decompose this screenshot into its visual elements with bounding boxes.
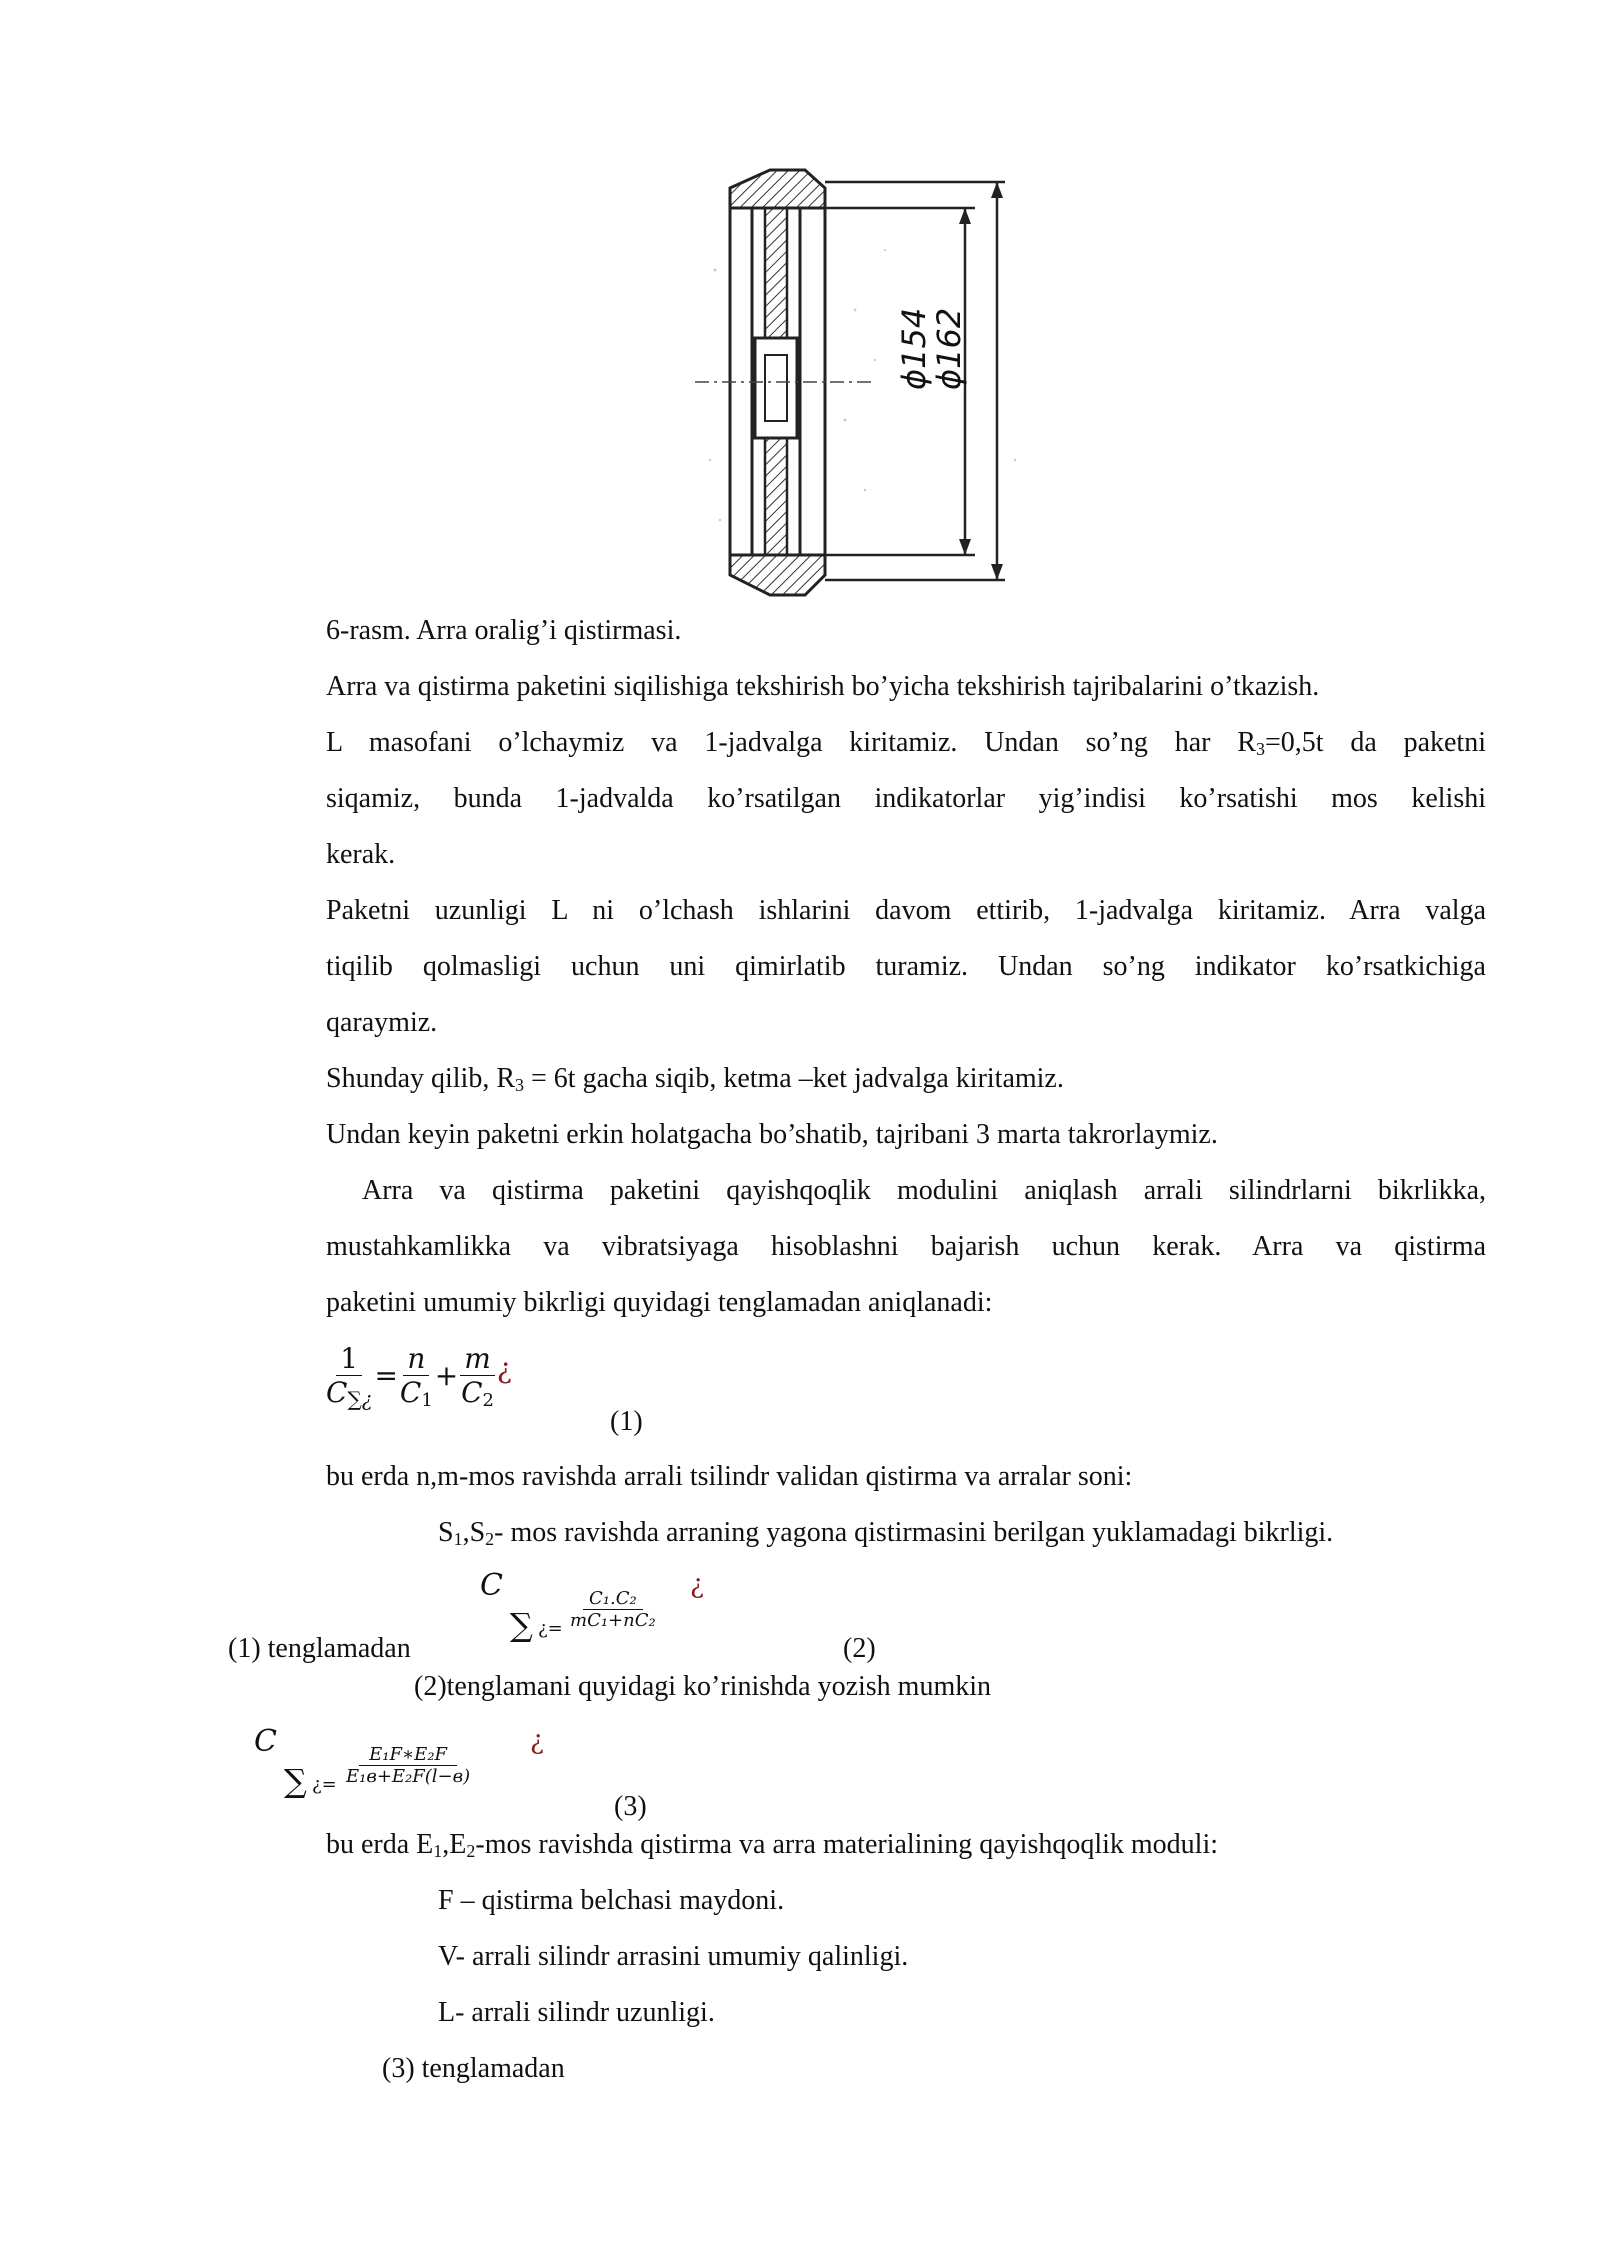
eq1-c1-letter: C [399, 1376, 422, 1409]
paragraph-4 [326, 1062, 1064, 1096]
eq1-c1 [400, 1376, 433, 1409]
eq1-den-sub: ∑¿ [347, 1387, 373, 1411]
p11-sub1: 1 [433, 1841, 443, 1861]
eq2-c: C [480, 1568, 503, 1603]
p2-text-b: =0,5t da paketni [1264, 727, 1486, 758]
p4-text-a: Shunday qilib, R [326, 1063, 516, 1094]
paragraph-10: (2)tenglamani quyidagi ko’rinishda yozish mumkin [414, 1671, 992, 1702]
eq2-lhs-tail: ¿= [538, 1618, 563, 1639]
spacer-drawing [685, 160, 1045, 610]
p11-text-c: -mos ravishda qistirma va arra materialining qayishqoqlik moduli: [475, 1829, 1219, 1860]
eq1-c2-sub: 2 [482, 1390, 494, 1411]
eq1-lhs-den [326, 1376, 372, 1409]
eq1-c2 [461, 1376, 494, 1409]
paragraph-7: bu erda n,m-mos ravishda arrali tsilindr validan qistirma va arralar soni: [326, 1461, 1133, 1492]
figure-ring-spacer [685, 160, 1045, 610]
eq1-plus: + [434, 1359, 459, 1392]
equation-2 [480, 1568, 720, 1660]
paragraph-3-line-2: tiqilib qolmasligi uchun uni qimirlatib turamiz. Undan so’ng indikator ko’rsatkichiga [326, 951, 1486, 982]
figure-caption: 6-rasm. Arra oralig’i qistirmasi. [326, 615, 682, 646]
p2-sub: 3 [1255, 739, 1265, 759]
paragraph-2-line-1 [326, 726, 1486, 760]
eq2-sum: ∑ [510, 1606, 533, 1644]
eq1-lhs-fraction [326, 1342, 372, 1409]
eq1-c1-sub: 1 [421, 1390, 433, 1411]
p11-text-a: bu erda E [326, 1829, 434, 1860]
p8-text-c: - mos ravishda arraning yagona qistirmasini berilgan yuklamadagi bikrligi. [494, 1517, 1334, 1548]
equation-1-label: (1) [610, 1406, 643, 1437]
eq1-den-c: C [326, 1376, 348, 1409]
paragraph-3-line-1: Paketni uzunligi L ni o’lchash ishlarini davom ettirib, 1-jadvalga kiritamiz. Arra valga [326, 895, 1486, 926]
paragraph-14: L- arrali silindr uzunligi. [438, 1997, 715, 2028]
eq1-n: n [403, 1342, 429, 1376]
paragraph-6-line-3: paketini umumiy bikrligi quyidagi tenglamadan aniqlanadi: [326, 1287, 993, 1318]
p8-sub2: 2 [485, 1529, 495, 1549]
paragraph-2-line-2: siqamiz, bunda 1-jadvalda ko’rsatilgan indikatorlar yig’indisi ko’rsatishi mos kelishi [326, 783, 1486, 814]
dimension-inner-label: ϕ154 [895, 307, 933, 390]
paragraph-11 [326, 1828, 1218, 1862]
paragraph-6-line-2: mustahkamlikka va vibratsiyaga hisoblashni bajarish uchun kerak. Arra va qistirma [326, 1231, 1486, 1262]
eq3-tail: ¿ [530, 1726, 544, 1756]
equation-1 [326, 1342, 512, 1409]
p11-text-b: ,E [442, 1829, 467, 1860]
paragraph-6-line-1: Arra va qistirma paketini qayishqoqlik modulini aniqlash arrali silindrlarni bikrlikka, [362, 1175, 1486, 1206]
paragraph-1: Arra va qistirma paketini siqilishiga tekshirish bo’yicha tekshirish tajribalarini o’tkazish. [326, 671, 1320, 702]
eq1-c2-letter: C [461, 1376, 483, 1409]
eq2-fraction [570, 1588, 656, 1631]
eq2-num: C₁.C₂ [583, 1588, 643, 1610]
eq3-sum: ∑ [284, 1762, 307, 1800]
p4-text-b: = 6t gacha siqib, ketma –ket jadvalga kiritamiz. [524, 1063, 1064, 1094]
eq3-num: E₁F∗E₂F [359, 1744, 457, 1766]
equation-3-label: (3) [614, 1791, 647, 1822]
paragraph-3-line-3: qaraymiz. [326, 1007, 438, 1038]
p11-sub2: 2 [466, 1841, 476, 1861]
paragraph-15: (3) tenglamadan [382, 2053, 565, 2084]
eq2-tail: ¿ [690, 1570, 704, 1600]
paragraph-13: V- arrali silindr arrasini umumiy qalinligi. [438, 1941, 909, 1972]
p2-text-a: L masofani o’lchaymiz va 1-jadvalga kiritamiz. Undan so’ng har R [326, 727, 1256, 758]
equation-2-label: (2) [843, 1633, 876, 1664]
eq3-lhs-tail: ¿= [312, 1774, 337, 1795]
eq1-frac-n [400, 1342, 433, 1409]
eq3-den: E₁в+E₂F(l−в) [346, 1766, 471, 1787]
p8-sub1: 1 [453, 1529, 463, 1549]
eq3-c: C [254, 1724, 277, 1759]
p8-text-a: S [438, 1517, 454, 1548]
eq1-frac-m [460, 1342, 495, 1409]
eq1-equals: = [374, 1359, 398, 1392]
paragraph-12: F – qistirma belchasi maydoni. [438, 1885, 785, 1916]
eq1-m: m [460, 1342, 495, 1376]
eq1-tail: ¿ [496, 1352, 512, 1385]
p4-sub: 3 [515, 1075, 525, 1095]
p8-text-b: ,S [462, 1517, 486, 1548]
paragraph-2-line-3: kerak. [326, 839, 396, 870]
dimension-outer-label: ϕ162 [930, 307, 968, 390]
eq1-lhs-num: 1 [336, 1342, 362, 1376]
eq3-fraction [346, 1744, 470, 1787]
paragraph-8 [438, 1516, 1333, 1550]
paragraph-5: Undan keyin paketni erkin holatgacha bo’shatib, tajribani 3 marta takrorlaymiz. [326, 1119, 1218, 1150]
paragraph-9: (1) tenglamadan [228, 1633, 411, 1664]
eq2-den: mC₁+nC₂ [570, 1610, 656, 1631]
equation-3 [254, 1724, 584, 1816]
